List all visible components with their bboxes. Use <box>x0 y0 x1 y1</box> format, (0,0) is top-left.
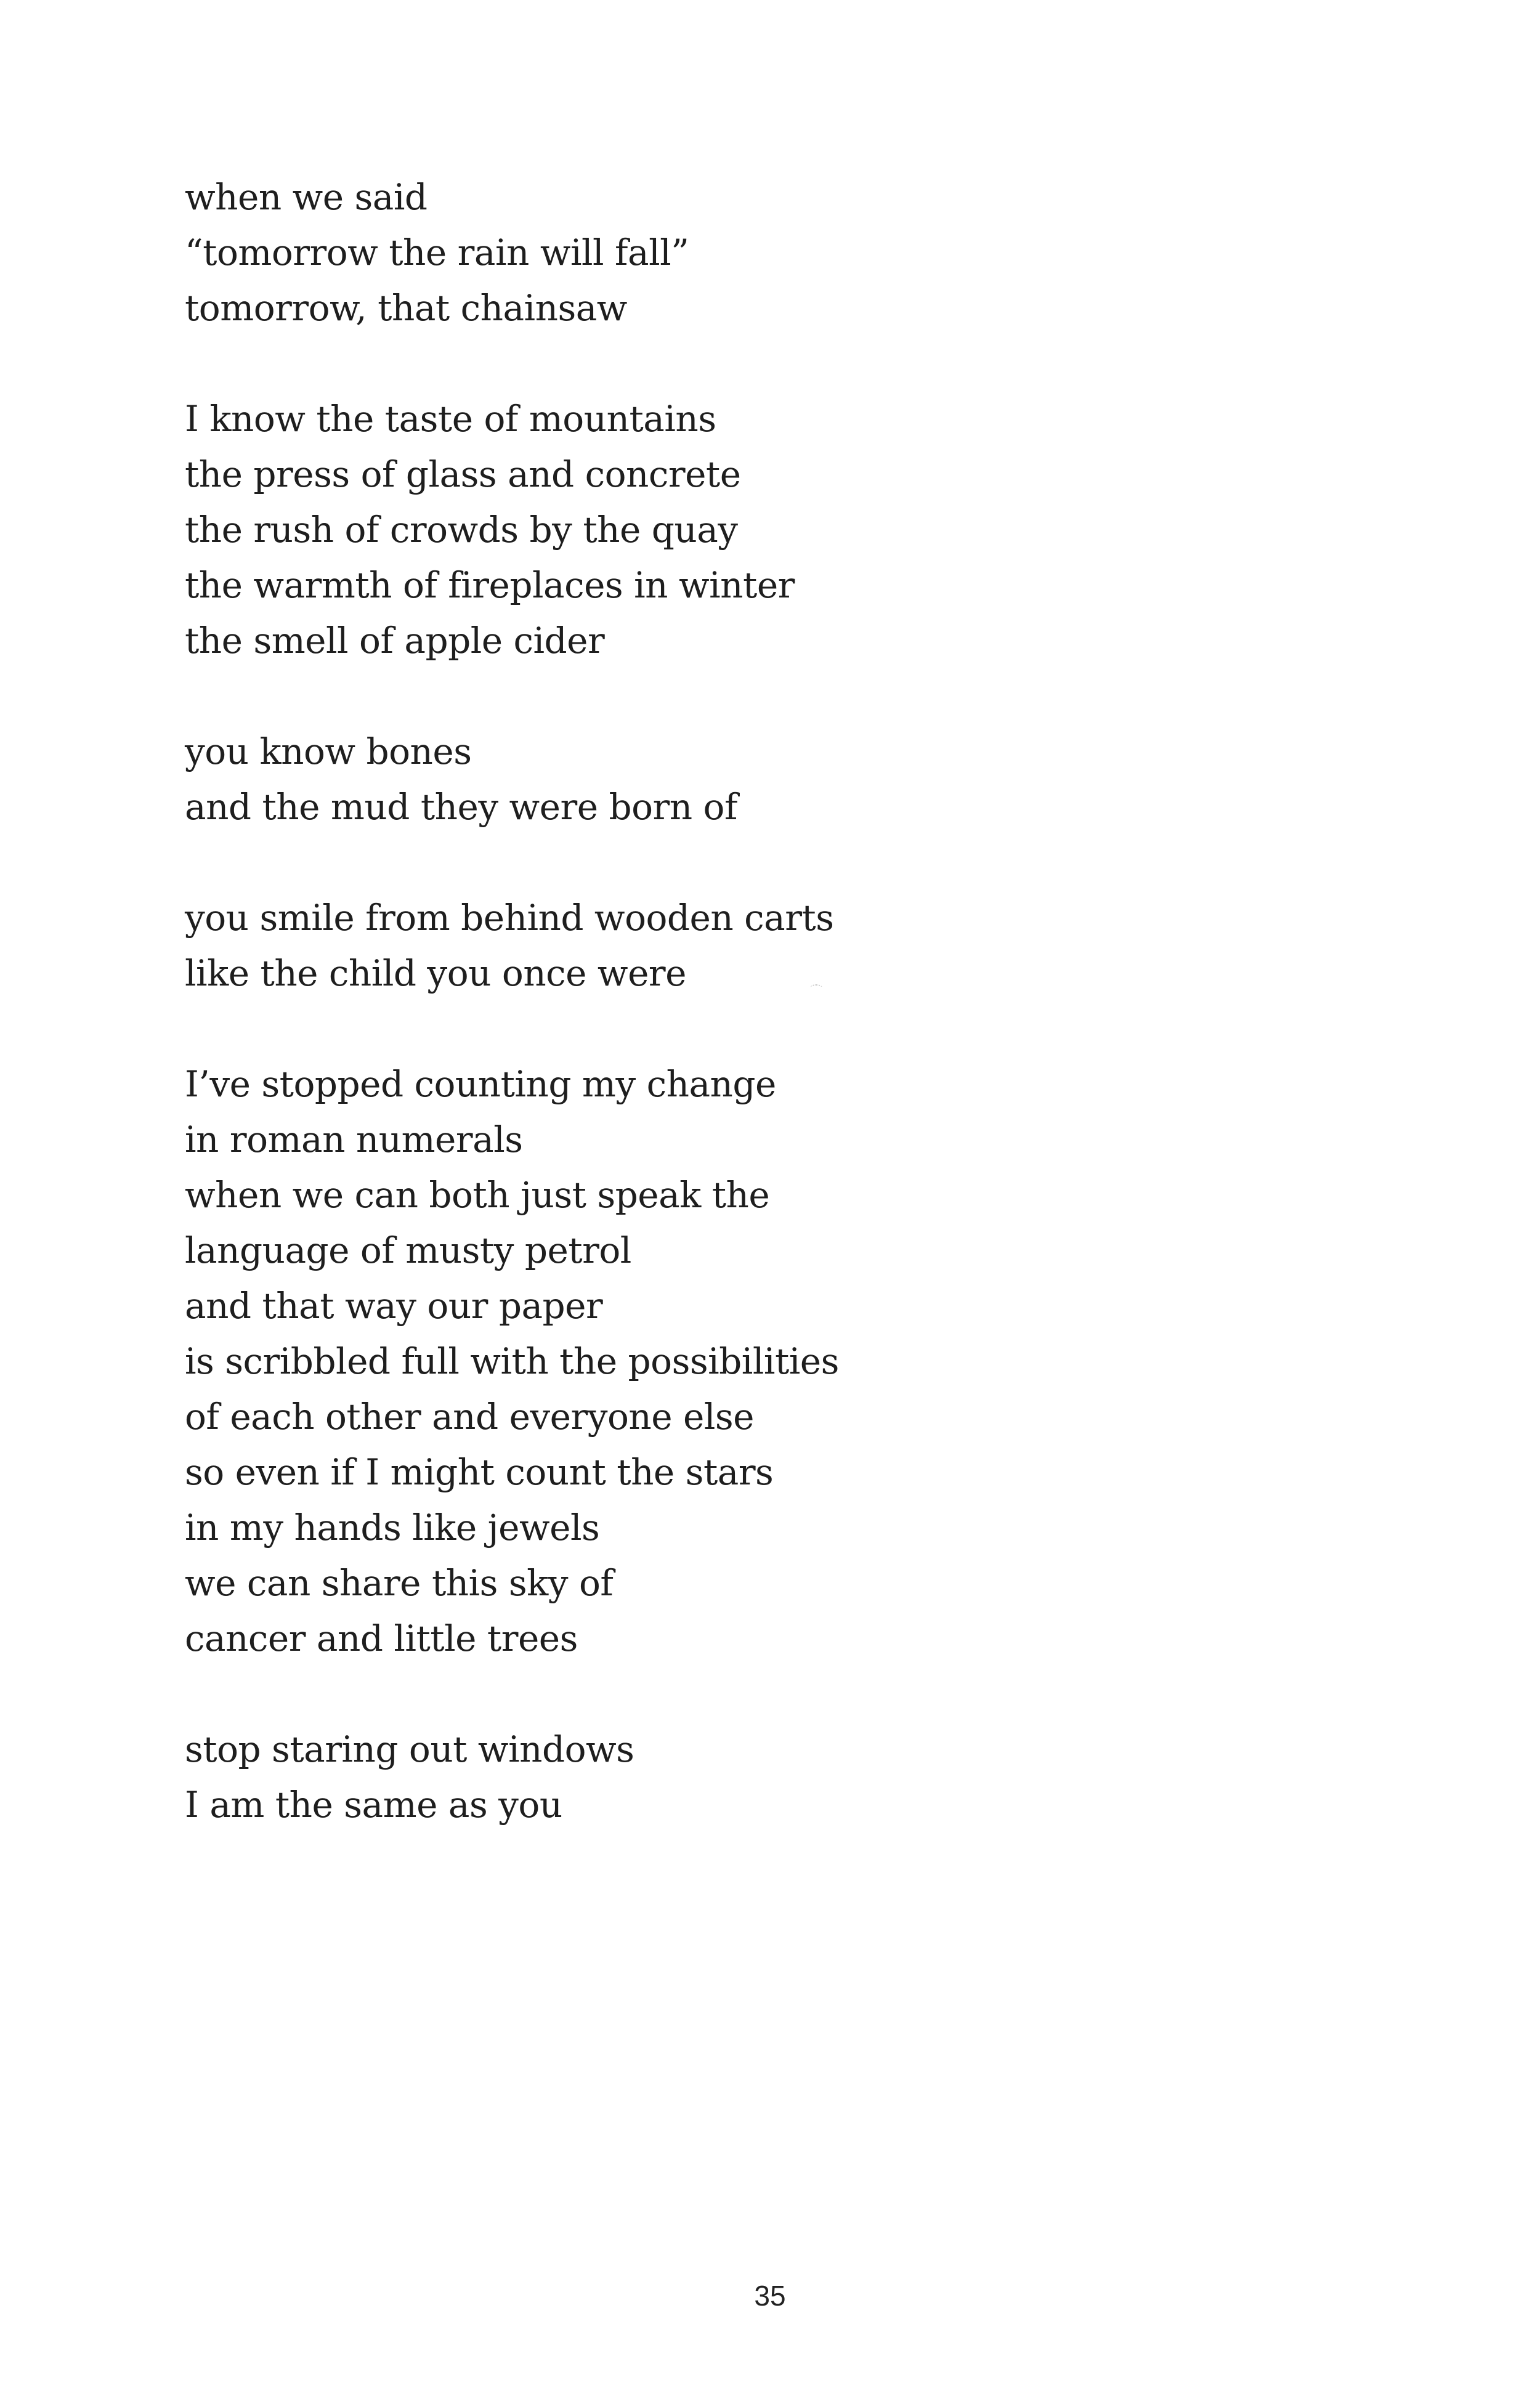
poem-line: the press of glass and concrete <box>185 453 741 495</box>
poem-line: and the mud they were born of <box>185 786 737 828</box>
poem-line: when we can both just speak the <box>185 1174 770 1216</box>
poem-line: we can share this sky of <box>185 1562 614 1604</box>
stanza-6 <box>185 1722 1109 1832</box>
poem-line: in my hands like jewels <box>185 1507 600 1549</box>
page-number: 35 <box>754 2280 786 2312</box>
poem-line: language of musty petrol <box>185 1229 631 1271</box>
stanza-3 <box>185 724 1109 835</box>
poem-line: cancer and little trees <box>185 1618 578 1659</box>
poem-line: is scribbled full with the possibilities <box>185 1340 839 1382</box>
poem-line: you smile from behind wooden carts <box>185 897 834 939</box>
poem-line: and that way our paper <box>185 1285 603 1327</box>
poem-line: I’ve stopped counting my change <box>185 1063 776 1105</box>
stanza-4 <box>185 890 1109 1001</box>
stanza-1 <box>185 169 1109 336</box>
poem-line: like the child you once were <box>185 952 686 994</box>
poem-line: so even if I might count the stars <box>185 1451 774 1493</box>
poem-line: the warmth of fireplaces in winter <box>185 564 795 606</box>
poem-line: you know bones <box>185 731 472 772</box>
stanza-2 <box>185 391 1109 668</box>
poem-line: “tomorrow the rain will fall” <box>185 232 689 273</box>
poem-line: stop staring out windows <box>185 1728 634 1770</box>
poem-line: in roman numerals <box>185 1119 523 1160</box>
poem-line: the rush of crowds by the quay <box>185 509 738 551</box>
poem-body <box>185 169 1109 1832</box>
stanza-5 <box>185 1056 1109 1666</box>
poem-line: I know the taste of mountains <box>185 398 716 440</box>
poem-line: tomorrow, that chainsaw <box>185 287 627 329</box>
poem-line: the smell of apple cider <box>185 620 605 662</box>
poem-line: of each other and everyone else <box>185 1396 754 1438</box>
scan-speck <box>810 984 822 992</box>
poem-line: when we said <box>185 176 428 218</box>
poem-line: I am the same as you <box>185 1784 562 1826</box>
